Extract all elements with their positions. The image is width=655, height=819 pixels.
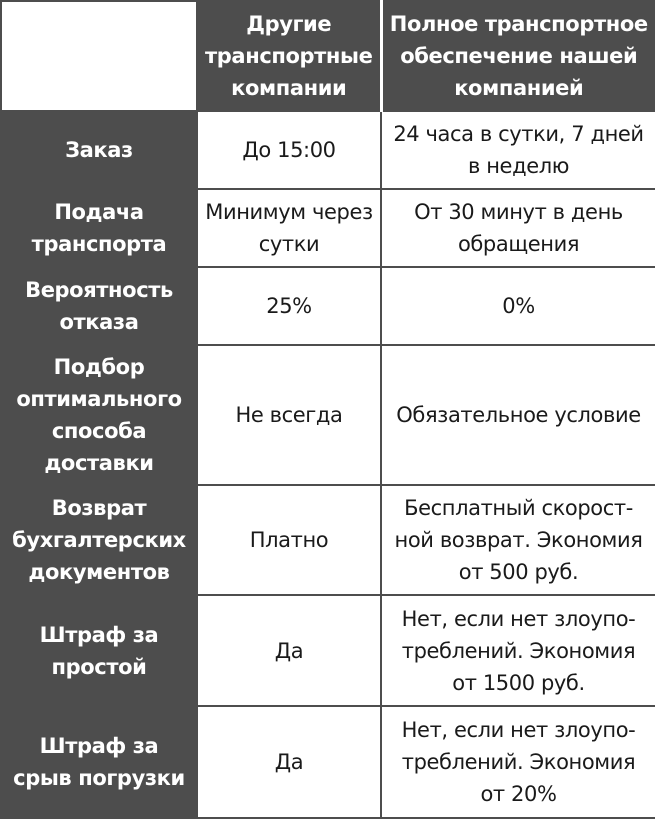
table-row (1, 345, 655, 485)
cell-ours-delivery-method: Обязательное условие (381, 345, 655, 485)
row-label-delivery-method: Подбор оптимального способа доставки (1, 345, 197, 485)
row-label-order: Заказ (1, 111, 197, 189)
table-row (1, 595, 655, 706)
cell-other-documents-return: Платно (197, 485, 381, 595)
header-row (1, 1, 655, 111)
cell-other-order: До 15:00 (197, 111, 381, 189)
cell-ours-refusal-probability: 0% (381, 267, 655, 345)
corner-cell (1, 1, 197, 111)
cell-ours-order: 24 часа в сутки, 7 дней в неделю (381, 111, 655, 189)
header-our-company: Полное транспортное обеспечение нашей компанией (381, 1, 655, 111)
row-label-documents-return: Возврат бухгалтерских документов (1, 485, 197, 595)
cell-other-loading-failure-fine: Да (197, 706, 381, 818)
row-label-idle-fine: Штраф за простой (1, 595, 197, 706)
cell-ours-idle-fine: Нет, если нет злоупо-треблений. Экономия от 1500 руб. (381, 595, 655, 706)
row-label-loading-failure-fine: Штраф за срыв погрузки (1, 706, 197, 818)
row-label-refusal-probability: Вероятность отказа (1, 267, 197, 345)
table-row (1, 485, 655, 595)
cell-ours-transport-delivery: От 30 минут в день обращения (381, 189, 655, 267)
cell-ours-documents-return: Бесплатный скорост-ной возврат. Экономия от 500 руб. (381, 485, 655, 595)
row-label-transport-delivery: Подача транспорта (1, 189, 197, 267)
cell-ours-loading-failure-fine: Нет, если нет злоупо-треблений. Экономия от 20% (381, 706, 655, 818)
table-row (1, 189, 655, 267)
cell-other-idle-fine: Да (197, 595, 381, 706)
table-row (1, 111, 655, 189)
table-row (1, 706, 655, 818)
cell-other-delivery-method: Не всегда (197, 345, 381, 485)
table-row (1, 267, 655, 345)
cell-other-refusal-probability: 25% (197, 267, 381, 345)
cell-other-transport-delivery: Минимум через сутки (197, 189, 381, 267)
header-other-companies: Другие транспортные компании (197, 1, 381, 111)
